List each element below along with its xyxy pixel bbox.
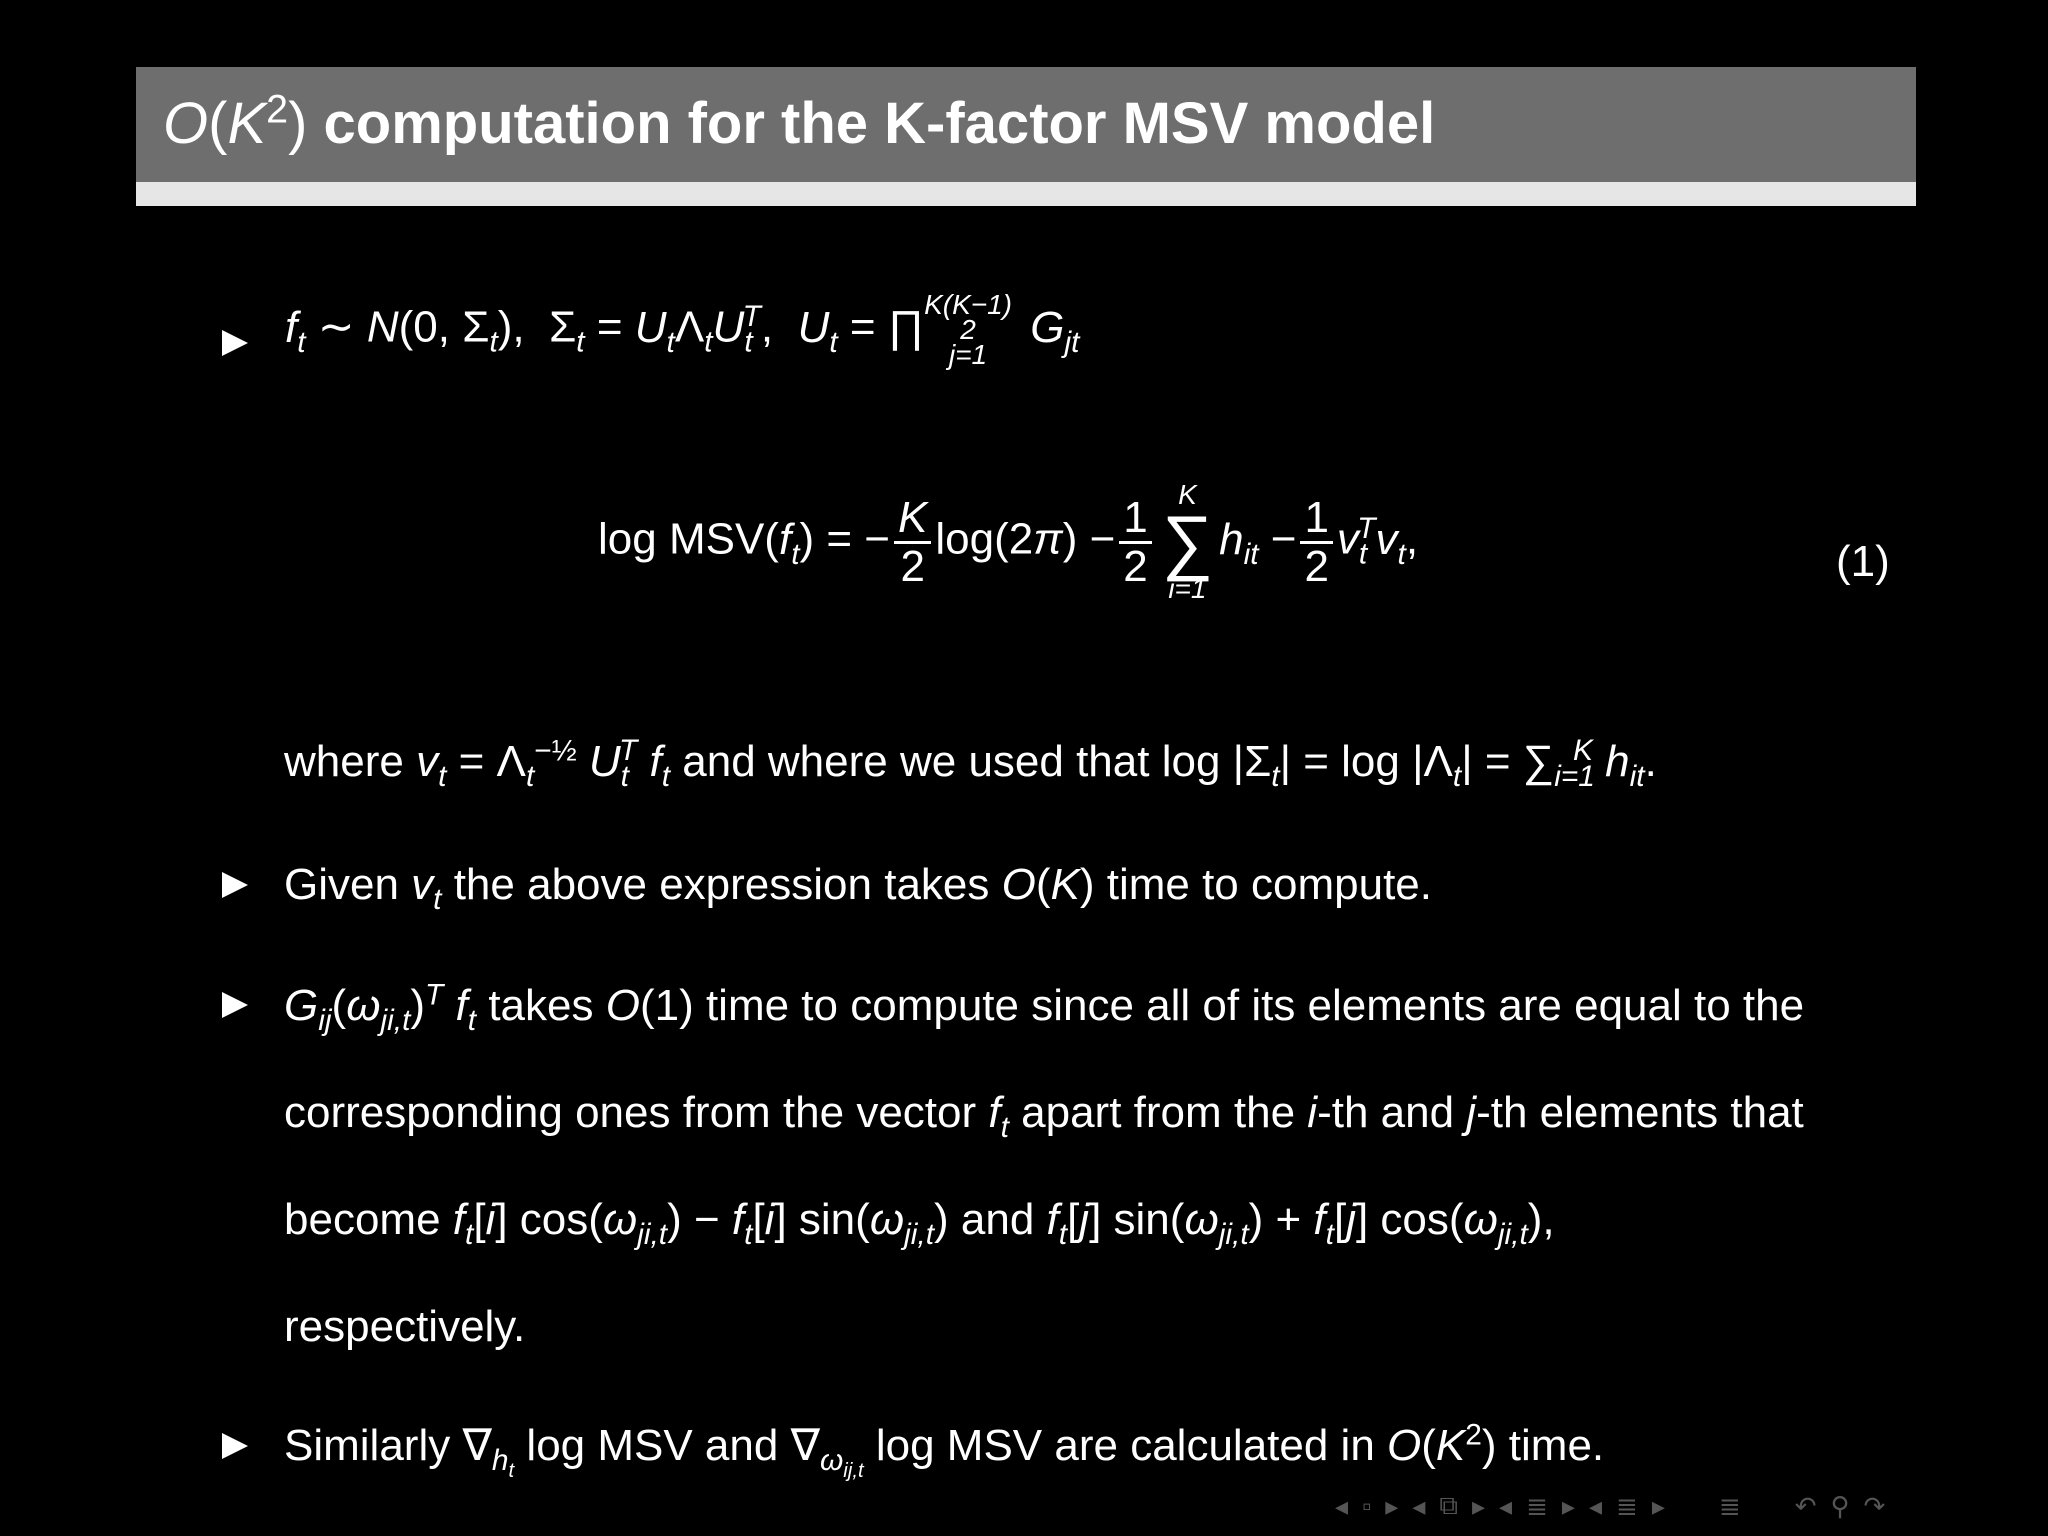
nav-section-icon[interactable]: ⧉	[1439, 1490, 1458, 1520]
bullet-1-math: $f_t$ ∼ N(0, $\Sigma_t$), $\Sigma_t = U_t\Lambda_tU_t^T$, $U_t$ = ∏ K(K−1) 2 j=1 $G_{jt}$	[285, 289, 1080, 370]
bullet-marker	[222, 330, 248, 356]
nav-subsubsection-prev-icon[interactable]: ◂	[1588, 1490, 1603, 1521]
title-math: $O(K^2)$	[163, 87, 308, 156]
where-line: where $v_t = \Lambda_t^{-\frac{1}{2}}$ $U_t^T$ $f_t$ and where we used that $\log |\Sigma_t| = \log |\Lambda_t| = \sum_{i=1}^K$ $h_{it}$.	[284, 734, 1657, 793]
bullet-3-line-4: respectively.	[284, 1302, 526, 1351]
bullet-3-line-2: corresponding ones from the vector $f_t$ apart from the i-th and j-th elements that	[284, 1088, 1804, 1144]
bullet-marker	[222, 992, 248, 1018]
nav-back-icon[interactable]: ↶	[1794, 1490, 1817, 1521]
nav-subsection-next-icon[interactable]: ▸	[1561, 1490, 1575, 1521]
nav-subsubsection-icon[interactable]: ≣	[1616, 1490, 1638, 1521]
nav-frame-icon[interactable]: ▫	[1362, 1490, 1372, 1521]
bullet-3-line-3: become $f_t[i] \cos(\omega_{ji,t}) - f_t[i]$ $\sin(\omega_{ji,t})$ and $f_t[j] \sin(\omega_{ji,t}) + f_t[j]$ $\cos(\omega_{ji,t})$,	[284, 1195, 1555, 1251]
bullet-marker	[222, 872, 248, 898]
title-label: computation for the K-factor MSV model	[323, 91, 1436, 156]
nav-section-prev-icon[interactable]: ◂	[1412, 1490, 1426, 1521]
nav-forward-icon[interactable]: ↷	[1863, 1490, 1886, 1521]
equation-number: (1)	[1836, 537, 1890, 586]
nav-search-icon[interactable]: ⚲	[1830, 1490, 1850, 1521]
bullet-3-line-1: $G_{ij}(\omega_{ji,t})^T$ $f_t$ takes O(1) time to compute since all of its elements are equal to the	[284, 978, 1805, 1037]
bullet-marker	[222, 1433, 248, 1459]
nav-subsubsection-next-icon[interactable]: ▸	[1651, 1490, 1665, 1521]
equation-1: $\log MSV(f_t)$ = − $\frac{K}{2}$ log(2π) − $\frac{1}{2}$ K ∑ i=1 $h_{it}$ − $\frac{1}{2}$ $v_t^Tv_t$,	[598, 479, 1419, 604]
nav-toc-icon[interactable]: ≣	[1718, 1490, 1741, 1521]
bullet-4: Similarly $\nabla_{h_t}$ log MSV and $\nabla_{\omega_{ij,t}}$ log MSV are calculated in $O(K^2)$ time.	[284, 1418, 1605, 1482]
nav-next-icon[interactable]: ▸	[1385, 1490, 1399, 1521]
nav-section-next-icon[interactable]: ▸	[1471, 1490, 1486, 1521]
nav-subsection-icon[interactable]: ≣	[1526, 1490, 1548, 1521]
nav-prev-icon[interactable]: ◂	[1335, 1490, 1349, 1521]
nav-subsection-prev-icon[interactable]: ◂	[1499, 1490, 1513, 1521]
beamer-nav-bar	[1335, 1488, 2035, 1524]
bullet-2: Given $v_t$ the above expression takes O(K) time to compute.	[284, 860, 1432, 916]
